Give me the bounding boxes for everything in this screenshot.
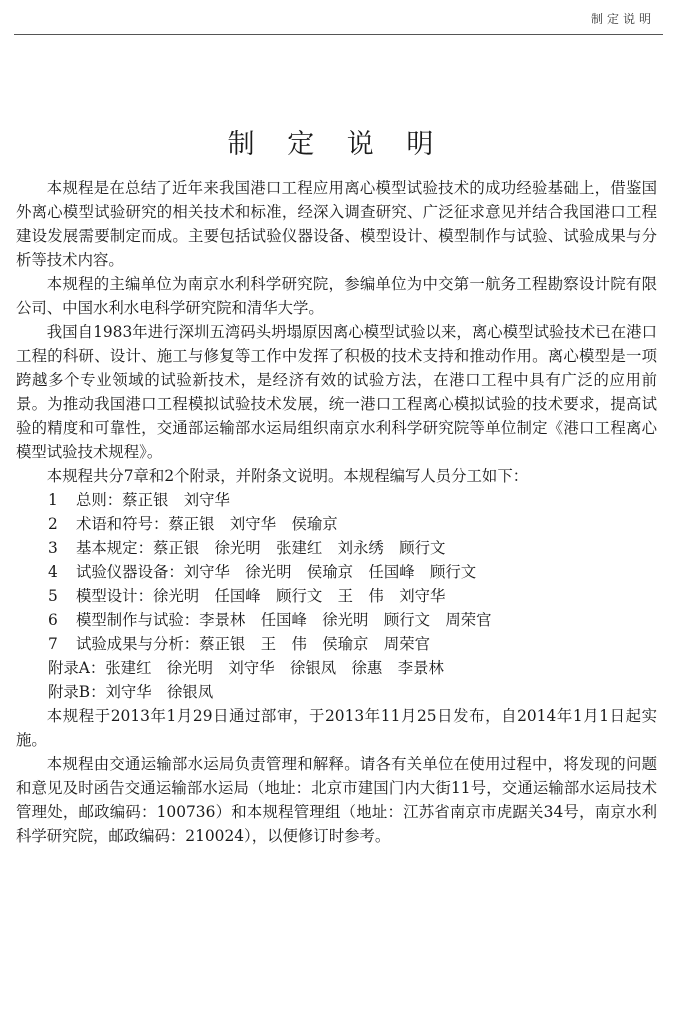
appendix-authors-list [16,656,657,704]
chapter-author-text: 模型制作与试验：李景林 任国峰 徐光明 顾行文 周荣官 [76,611,492,629]
appendix-author-item: 附录A：张建红 徐光明 刘守华 徐银凤 徐惠 李景林 [48,659,444,677]
chapter-number: 4 [48,563,58,581]
running-header: 制定说明 [590,12,655,26]
chapter-number: 5 [48,587,58,605]
chapter-author-text: 基本规定：蔡正银 徐光明 张建红 刘永绣 顾行文 [76,539,446,557]
paragraph-structure: 本规程共分7章和2个附录，并附条文说明。本规程编写人员分工如下： [46,467,529,485]
body-content [16,176,657,848]
chapter-number: 2 [48,515,58,533]
chapter-author-item [16,584,657,608]
chapter-author-text: 模型设计：徐光明 任国峰 顾行文 王 伟 刘守华 [76,587,446,605]
chapter-author-text: 总则：蔡正银 刘守华 [76,491,230,509]
header-divider [14,34,663,35]
chapter-author-item [16,608,657,632]
paragraph-background: 我国自1983年进行深圳五湾码头坍塌原因离心模型试验以来，离心模型试验技术已在港口工程的科研、设计、施工与修复等工作中发挥了积极的技术支持和推动作用。离心模型是一项跨越多个专业领域的试验新技术，是经济有效的试验方法，在港口工程中具有广泛的应用前景。为推动我国港口工程模拟试验技术发展，统一港口工程离心模拟试验的技术要求，提高试验的精度和可靠性，交通部运输部水运局组织南京水利科学研究院等单位制定《港口工程离心模型试验技术规程》。 [16,323,657,461]
paragraph-dates: 本规程于2013年1月29日通过部审，于2013年11月25日发布，自2014年1月1日起实施。 [16,707,657,749]
chapter-number: 3 [48,539,58,557]
chapter-author-text: 术语和符号：蔡正银 刘守华 侯瑜京 [76,515,338,533]
chapter-author-text: 试验仪器设备：刘守华 徐光明 侯瑜京 任国峰 顾行文 [76,563,477,581]
paragraph-summary: 本规程是在总结了近年来我国港口工程应用离心模型试验技术的成功经验基础上，借鉴国外离心模型试验研究的相关技术和标准，经深入调查研究、广泛征求意见并结合我国港口工程建设发展需要制定而成。主要包括试验仪器设备、模型设计、模型制作与试验、试验成果与分析等技术内容。 [16,179,657,269]
chapter-author-item [16,560,657,584]
chapter-author-item [16,536,657,560]
chapter-author-item [16,488,657,512]
chapter-number: 1 [48,491,58,509]
chapter-authors-list [16,488,657,656]
chapter-number: 7 [48,635,58,653]
chapter-author-text: 试验成果与分析：蔡正银 王 伟 侯瑜京 周荣官 [76,635,430,653]
chapter-number: 6 [48,611,58,629]
appendix-author-item: 附录B：刘守华 徐银凤 [48,683,214,701]
paragraph-contact: 本规程由交通运输部水运局负责管理和解释。请各有关单位在使用过程中，将发现的问题和意见及时函告交通运输部水运局（地址：北京市建国门内大街11号，交通运输部水运局技术管理处，邮政编码：100736）和本规程管理组（地址：江苏省南京市虎踞关34号，南京水利科学研究院，邮政编码：210024），以便修订时参考。 [16,755,657,845]
chapter-author-item [16,512,657,536]
page-title: 制 定 说 明 [227,129,446,160]
chapter-author-item [16,632,657,656]
paragraph-editing-units: 本规程的主编单位为南京水利科学研究院，参编单位为中交第一航务工程勘察设计院有限公司、中国水利水电科学研究院和清华大学。 [16,275,657,317]
